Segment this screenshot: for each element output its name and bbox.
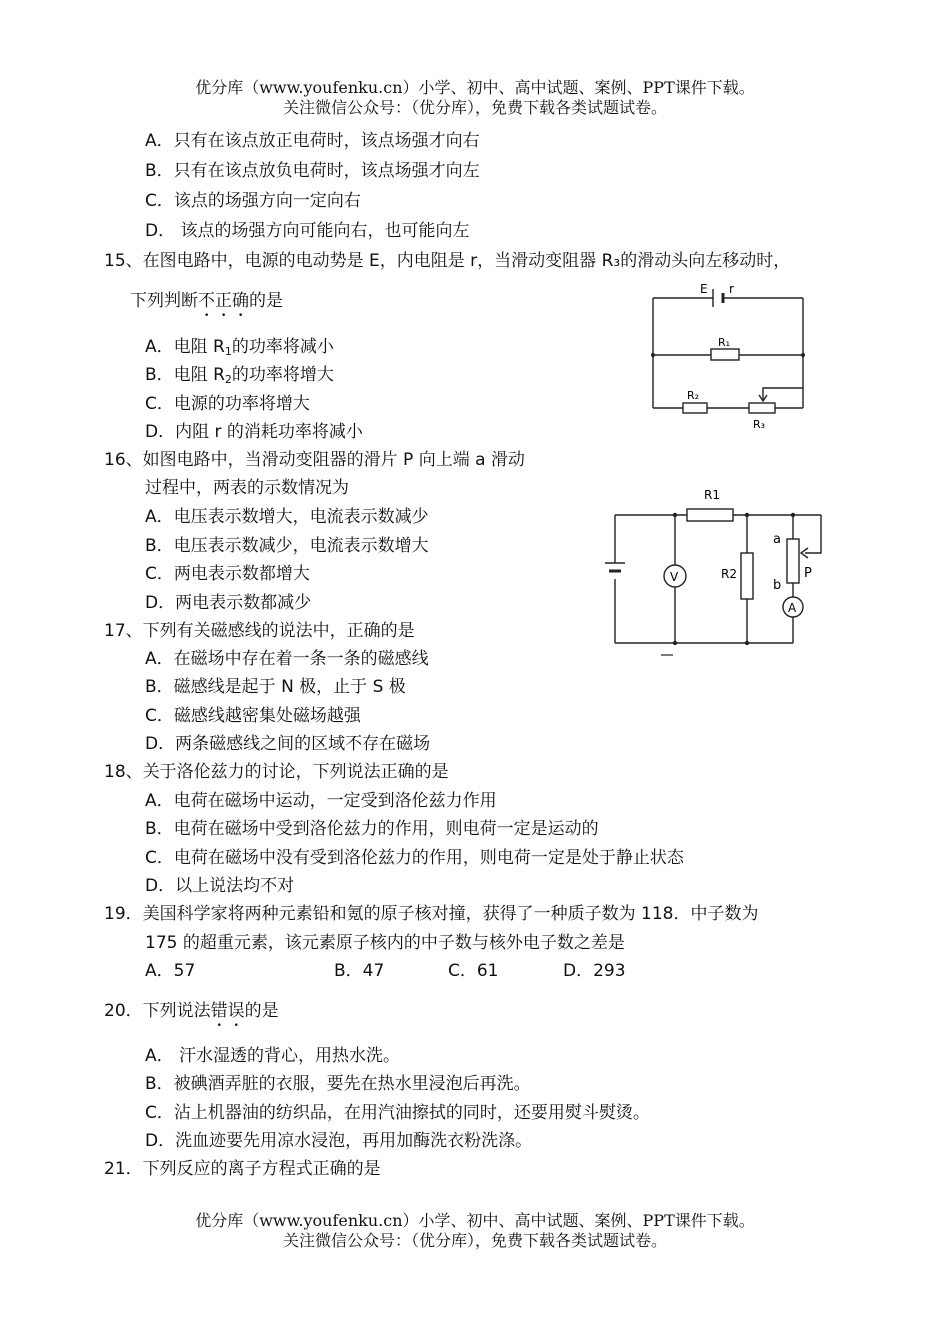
q16-resistor-r2 — [741, 553, 753, 599]
q16-label-b: b — [773, 578, 782, 593]
q14-option-d: D． 该点的场强方向可能向右，也可能向左 — [145, 221, 470, 241]
q20-emphasis: 错误 — [210, 1001, 245, 1021]
label-e: E — [700, 282, 708, 296]
q19-option-b: B．47 — [334, 961, 385, 981]
q20-option-b: B．被碘酒弄脏的衣服，要先在热水里浸泡后再洗。 — [145, 1074, 531, 1094]
q16-label-r1: R1 — [704, 488, 720, 502]
q17-option-c: C．磁感线越密集处磁场越强 — [145, 706, 361, 726]
q14-option-c: C．该点的场强方向一定向右 — [145, 191, 361, 211]
q15-circuit-diagram — [645, 278, 815, 433]
resistor-r3 — [749, 403, 775, 413]
q20-option-d: D．洗血迹要先用凉水浸泡，再用加酶洗衣粉洗涤。 — [145, 1131, 533, 1151]
resistor-r2 — [683, 403, 707, 413]
q17-stem: 17、下列有关磁感线的说法中，正确的是 — [104, 621, 415, 641]
ammeter-label: A — [788, 601, 797, 615]
voltmeter-label: V — [670, 570, 679, 584]
q16-label-r2: R2 — [721, 567, 737, 581]
header-line-1: 优分库（www.youfenku.cn）小学、初中、高中试题、案例、PPT课件下载。 — [195, 78, 755, 97]
q15-option-d: D．内阻 r 的消耗功率将减小 — [145, 422, 363, 442]
q19-option-a: A．57 — [145, 961, 196, 981]
q20-stem: 20．下列说法错误的是 — [104, 1001, 279, 1021]
q19-stem-line2: 175 的超重元素，该元素原子核内的中子数与核外电子数之差是 — [145, 933, 625, 953]
q15-stem: 15、在图电路中，电源的电动势是 E，内电阻是 r，当滑动变阻器 R₃的滑动头向左移动时， — [104, 251, 791, 271]
q19-option-d: D．293 — [563, 961, 626, 981]
footer-line-1: 优分库（www.youfenku.cn）小学、初中、高中试题、案例、PPT课件下载。 — [195, 1211, 755, 1230]
q16-option-a: A．电压表示数增大，电流表示数减少 — [145, 507, 429, 527]
q20-option-a: A． 汗水湿透的背心，用热水洗。 — [145, 1046, 401, 1066]
q18-stem: 18、关于洛伦兹力的讨论，下列说法正确的是 — [104, 762, 449, 782]
q18-option-c: C．电荷在磁场中没有受到洛伦兹力的作用，则电荷一定是处于静止状态 — [145, 848, 684, 868]
q15-emphasis: 不正确 — [198, 291, 249, 311]
q14-option-a: A．只有在该点放正电荷时，该点场强才向右 — [145, 131, 480, 151]
q17-option-a: A．在磁场中存在着一条一条的磁感线 — [145, 649, 429, 669]
q17-option-b: B．磁感线是起于 N 极，止于 S 极 — [145, 677, 406, 697]
q19-stem: 19．美国科学家将两种元素铅和氪的原子核对撞，获得了一种质子数为 118．中子数为 — [104, 904, 759, 924]
q16-option-d: D．两电表示数都减少 — [145, 593, 312, 613]
q15-option-b: B．电阻 $R_2$的功率将增大 — [145, 365, 334, 386]
q15-option-c: C．电源的功率将增大 — [145, 394, 310, 414]
q14-option-b: B．只有在该点放负电荷时，该点场强才向左 — [145, 161, 480, 181]
q16-stem: 16、如图电路中，当滑动变阻器的滑片 P 向上端 a 滑动 — [104, 450, 525, 470]
label-r2: R₂ — [687, 389, 700, 402]
q17-option-d: D．两条磁感线之间的区域不存在磁场 — [145, 734, 431, 754]
q19-option-c: C．61 — [448, 961, 499, 981]
q18-option-a: A．电荷在磁场中运动，一定受到洛伦兹力作用 — [145, 791, 497, 811]
label-r3: R₃ — [753, 418, 766, 431]
resistor-r1 — [711, 349, 739, 360]
q18-option-d: D．以上说法均不对 — [145, 876, 295, 896]
q16-option-b: B．电压表示数减少，电流表示数增大 — [145, 536, 429, 556]
label-r: r — [729, 282, 734, 296]
q16-circuit-diagram — [595, 483, 830, 663]
label-r1: R₁ — [718, 336, 731, 349]
q16-option-c: C．两电表示数都增大 — [145, 564, 310, 584]
q20-option-c: C．沾上机器油的纺织品，在用汽油擦拭的同时，还要用熨斗熨烫。 — [145, 1103, 650, 1123]
q18-option-b: B．电荷在磁场中受到洛伦兹力的作用，则电荷一定是运动的 — [145, 819, 599, 839]
q16-resistor-r1 — [687, 509, 733, 521]
q15-stem-line2: 下列判断不正确的是 — [130, 291, 283, 311]
q16-stem-line2: 过程中，两表的示数情况为 — [145, 478, 349, 498]
header-line-2: 关注微信公众号：（优分库），免费下载各类试题试卷。 — [282, 98, 667, 117]
q16-rheostat — [787, 539, 799, 583]
footer-line-2: 关注微信公众号：（优分库），免费下载各类试题试卷。 — [282, 1231, 667, 1250]
q16-label-p: P — [804, 566, 812, 581]
q19-options — [0, 958, 950, 984]
q21-stem: 21．下列反应的离子方程式正确的是 — [104, 1159, 381, 1179]
q16-label-a: a — [773, 532, 781, 547]
q15-option-a: A．电阻 $R_1$的功率将减小 — [145, 337, 334, 358]
